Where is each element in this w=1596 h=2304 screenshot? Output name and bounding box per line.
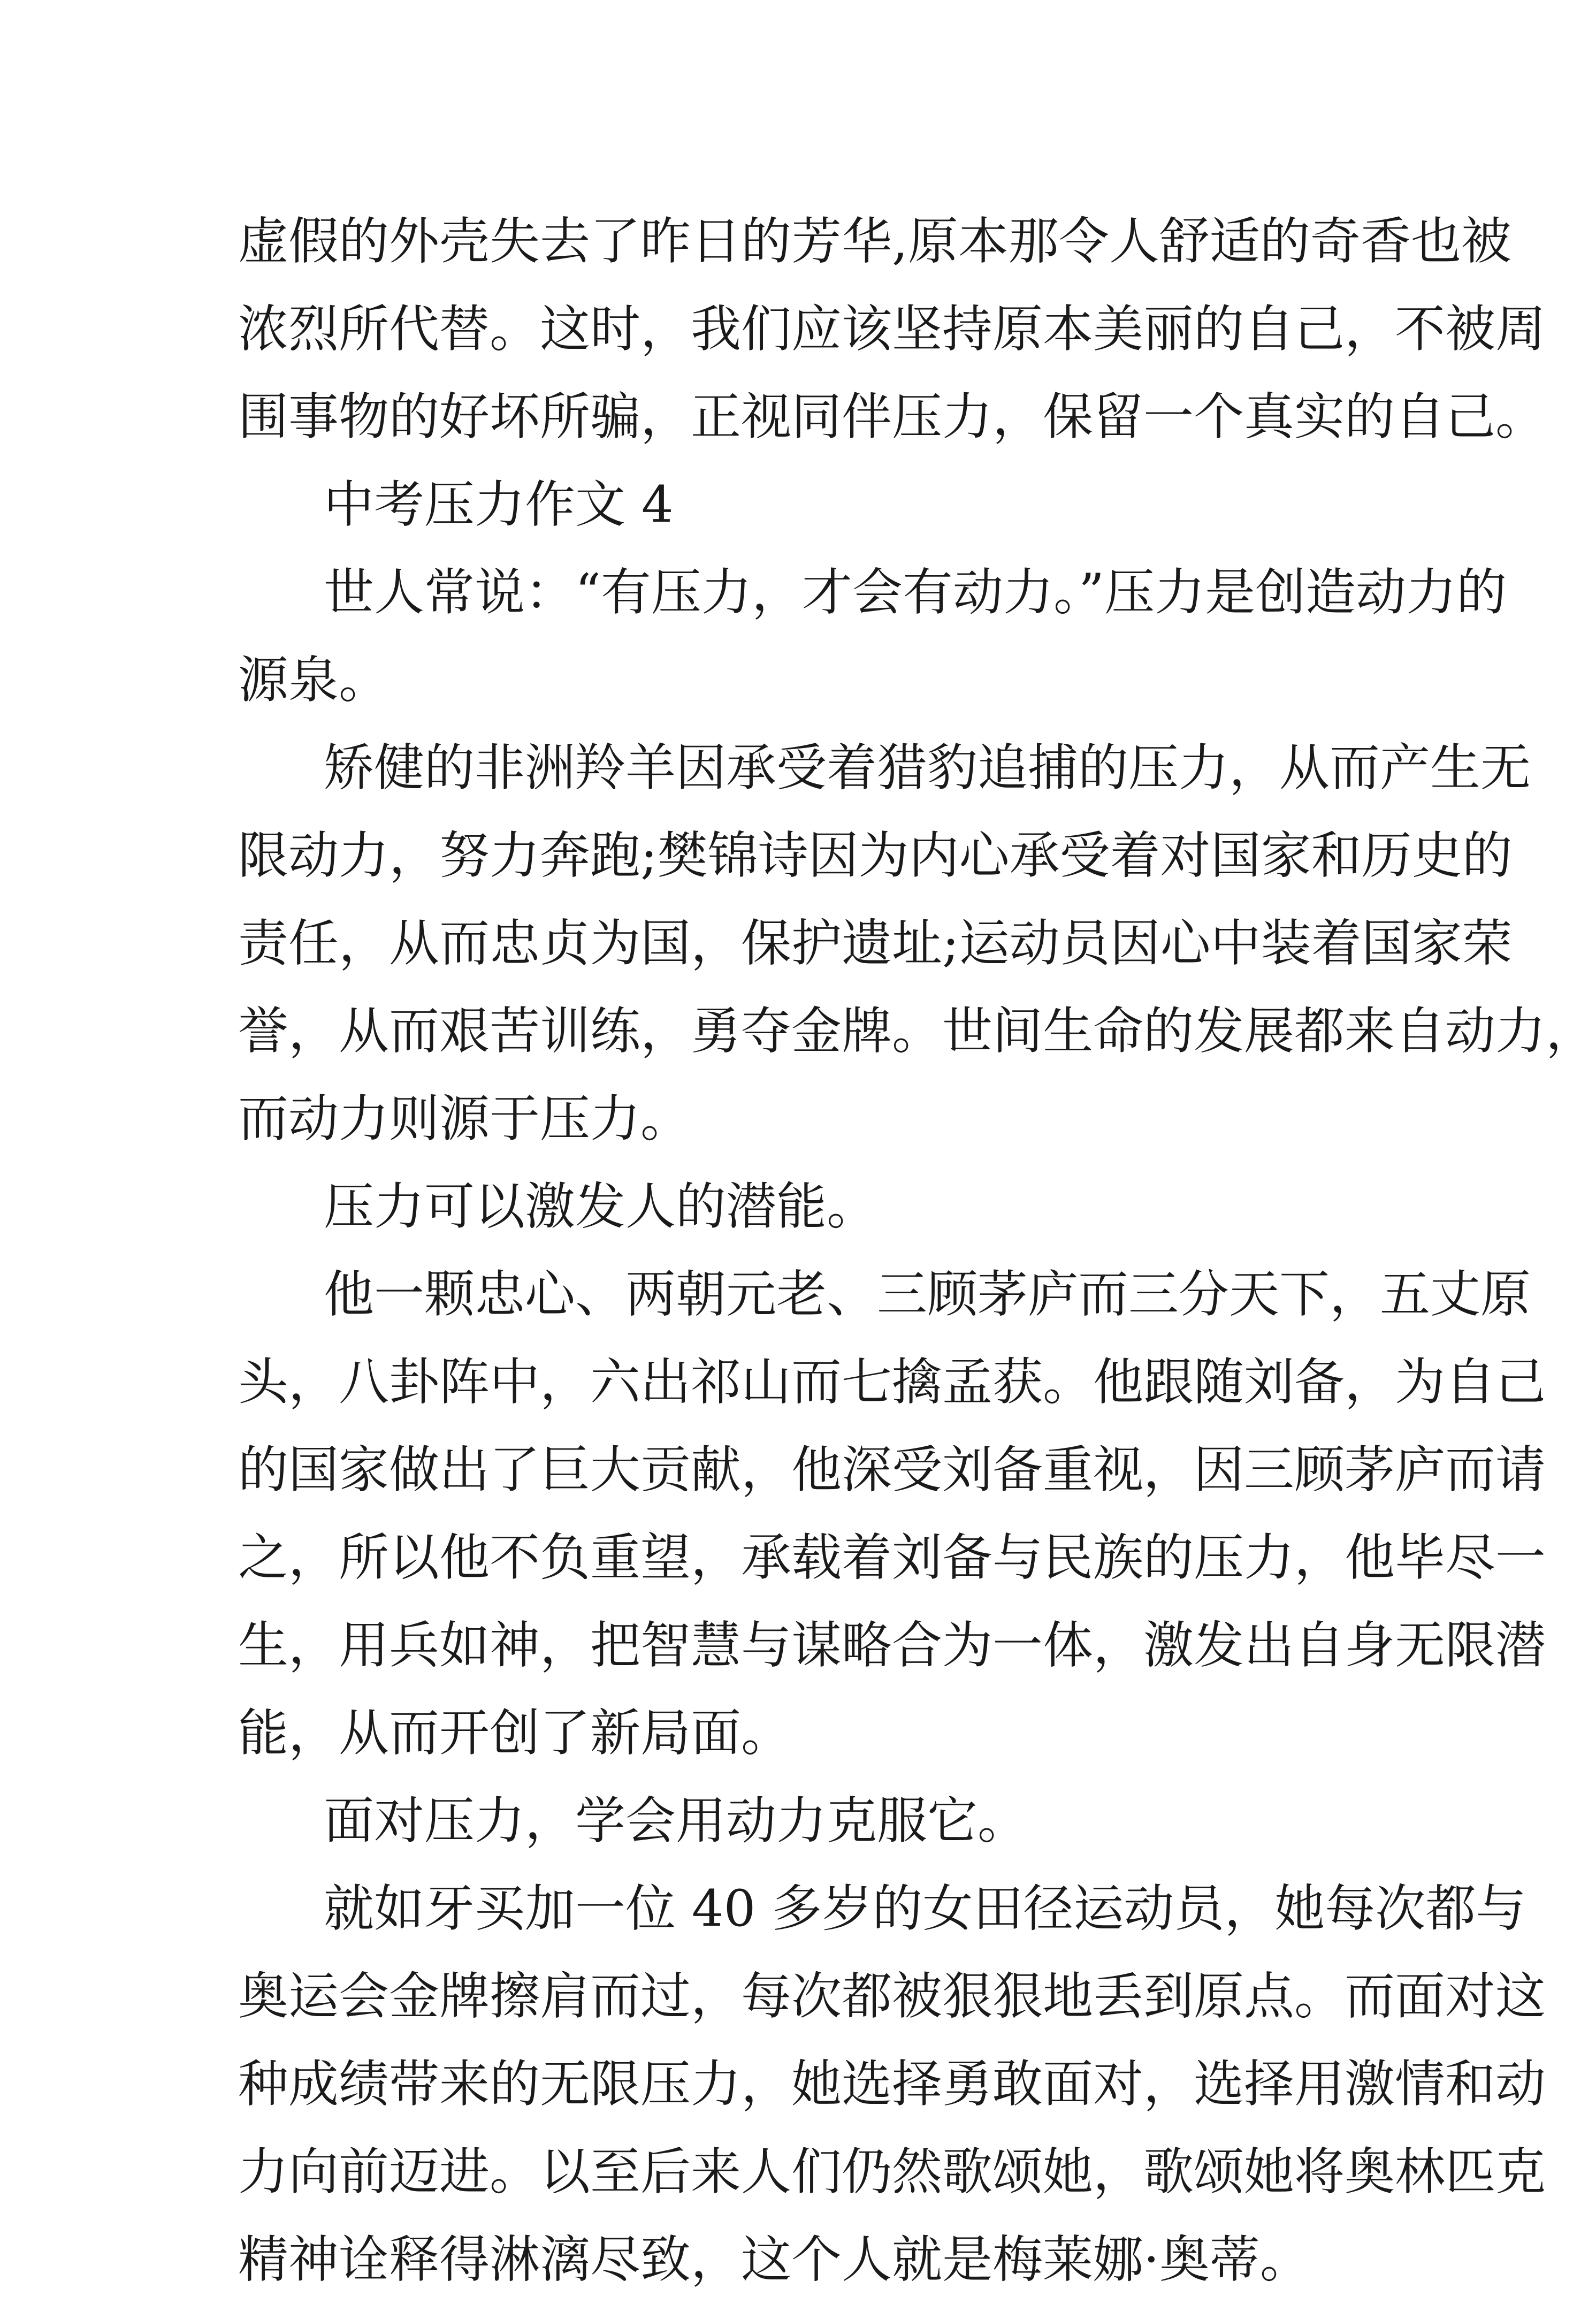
text-line: 虚假的外壳失去了昨日的芳华,原本那令人舒适的奇香也被 — [238, 212, 1511, 271]
text-line: 生，用兵如神，把智慧与谋略合为一体，激发出自身无限潜 — [238, 1616, 1546, 1675]
text-line: 他一颗忠心、两朝元老、三顾茅庐而三分天下，五丈原 — [324, 1265, 1531, 1324]
text-line: 力向前迈进。以至后来人们仍然歌颂她，歌颂她将奥林匹克 — [238, 2143, 1546, 2201]
text-line: 责任，从而忠贞为国，保护遗址;运动员因心中装着国家荣 — [238, 914, 1513, 973]
text-line: 源泉。 — [238, 651, 390, 709]
text-line: 限动力，努力奔跑;樊锦诗因为内心承受着对国家和历史的 — [238, 827, 1513, 885]
section-heading: 中考压力作文 4 — [324, 476, 674, 534]
text-line: 围事物的好坏所骗，正视同伴压力，保留一个真实的自己。 — [238, 388, 1546, 446]
text-line: 而动力则源于压力。 — [238, 1090, 691, 1148]
text-line: 世人常说：“有压力，才会有动力。”压力是创造动力的 — [324, 563, 1507, 622]
text-line: 压力可以激发人的潜能。 — [324, 1178, 877, 1236]
text-line: 奥运会金牌擦肩而过，每次都被狠狠地丢到原点。而面对这 — [238, 1967, 1546, 2026]
text-line: 浓烈所代替。这时，我们应该坚持原本美丽的自己，不被周 — [238, 300, 1546, 358]
text-line: 就如牙买加一位 40 多岁的女田径运动员，她每次都与 — [324, 1880, 1526, 1938]
text-line: 矫健的非洲羚羊因承受着猎豹追捕的压力，从而产生无 — [324, 739, 1531, 797]
text-line: 面对压力，学会用动力克服它。 — [324, 1792, 1028, 1850]
text-line: 誉，从而艰苦训练，勇夺金牌。世间生命的发展都来自动力， — [238, 1002, 1596, 1061]
text-line: 能，从而开创了新局面。 — [238, 1704, 792, 1763]
document-body — [238, 198, 1596, 2304]
text-line: 之，所以他不负重望，承载着刘备与民族的压力，他毕尽一 — [238, 1529, 1546, 1587]
text-line: 的国家做出了巨大贡献，他深受刘备重视，因三顾茅庐而请 — [238, 1441, 1546, 1499]
text-line: 精神诠释得淋漓尽致，这个人就是梅莱娜·奥蒂。 — [238, 2231, 1310, 2289]
text-line: 头，八卦阵中，六出祁山而七擒孟获。他跟随刘备，为自己 — [238, 1353, 1546, 1412]
text-line: 种成绩带来的无限压力，她选择勇敢面对，选择用激情和动 — [238, 2055, 1546, 2114]
